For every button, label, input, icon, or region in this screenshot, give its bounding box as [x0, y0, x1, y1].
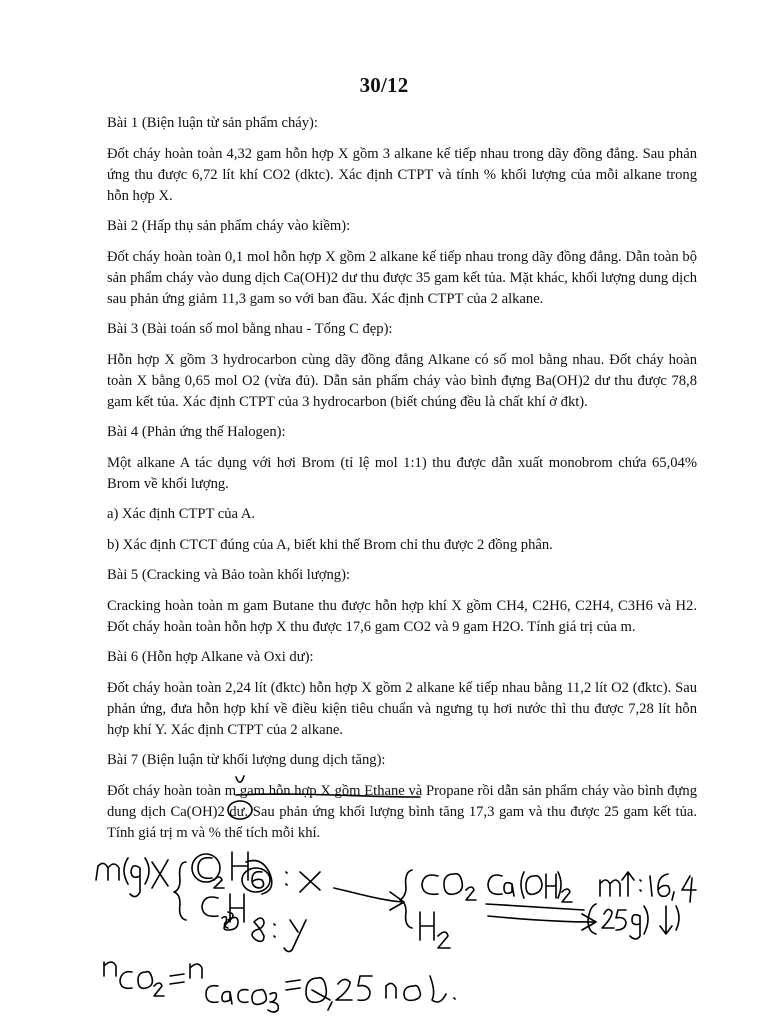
problem-1-text: Đốt cháy hoàn toàn 4,32 gam hỗn hợp X gồm 3 alkane kế tiếp nhau trong dãy đồng đẳng. Sau phản ứng thu được 6,72 lít khí CO2 (dktc). Xác định CTPT và tính % khối lượng của mỗi alkane trong hỗn hợp X.: [107, 145, 697, 204]
problem-4-part-a: a) Xác định CTPT của A.: [107, 506, 256, 522]
problem-4-text: Một alkane A tác dụng với hơi Brom (tỉ lệ mol 1:1) thu được dẫn xuất monobrom chứa 65,04% Brom về khối lượng.: [107, 454, 697, 492]
problem-4-heading: Bài 4 (Phản ứng thế Halogen):: [107, 424, 286, 440]
problem-6-text: Đốt cháy hoàn toàn 2,24 lít (đktc) hỗn hợp X gồm 2 alkane kế tiếp nhau bằng 11,2 lít O2 (đktc). Sau phản ứng, đưa hỗn hợp khí về điều kiện tiêu chuẩn và ngưng tụ hơi nước thì thu được 7,28 lít hỗn hợp khí Y. Xác định CTPT của 2 alkane.: [107, 679, 697, 738]
handwritten-line-1: [96, 852, 696, 952]
problem-3-text: Hỗn hợp X gồm 3 hydrocarbon cùng dãy đồng đẳng Alkane có số mol bằng nhau. Đốt cháy hoàn toàn X bằng 0,65 mol O2 (vừa đủ). Dẫn sản phẩm cháy vào bình đựng Ba(OH)2 dư thu được 78,8 gam kết tủa. Xác định CTPT của 3 hydrocarbon (biết chúng đều là chất khí ở đkt).: [107, 351, 697, 410]
page-title: 30/12: [359, 73, 409, 97]
problem-7-heading: Bài 7 (Biện luận từ khối lượng dung dịch tăng):: [107, 752, 386, 768]
problem-2-text: Đốt cháy hoàn toàn 0,1 mol hỗn hợp X gồm 2 alkane kế tiếp nhau trong dãy đồng đẳng. Dẫn toàn bộ sản phẩm cháy vào dung dịch Ca(OH)2 dư thu được 35 gam kết tủa. Mặt khác, khối lượng dung dịch sau phản ứng giảm 11,3 gam so với ban đầu. Xác định CTPT của 2 alkane.: [107, 248, 697, 307]
problem-4-part-b: b) Xác định CTCT đúng của A, biết khi thế Brom chỉ thu được 2 đồng phân.: [107, 536, 553, 553]
problem-3-heading: Bài 3 (Bài toán số mol bằng nhau - Tổng C đẹp):: [107, 321, 393, 337]
problem-2-heading: Bài 2 (Hấp thụ sản phẩm cháy vào kiềm):: [107, 218, 351, 234]
handwritten-line-2: [104, 962, 455, 1012]
problem-5-text: Cracking hoàn toàn m gam Butane thu được hỗn hợp khí X gồm CH4, C2H6, C2H4, C3H6 và H2. Đốt cháy hoàn toàn hỗn hợp X thu được 17,6 gam CO2 và 9 gam H2O. Tính giá trị của m.: [107, 597, 697, 635]
problem-5-heading: Bài 5 (Cracking và Bảo toàn khối lượng):: [107, 567, 350, 583]
problem-1-heading: Bài 1 (Biện luận từ sản phẩm cháy):: [107, 115, 318, 131]
problem-list: [107, 113, 697, 853]
problem-6-heading: Bài 6 (Hỗn hợp Alkane và Oxi dư):: [107, 649, 314, 665]
problem-7-text: Đốt cháy hoàn toàn m gam hỗn hợp X gồm Ethane và Propane rồi dẫn sản phẩm cháy vào bình đựng dung dịch Ca(OH)2 dư. Sau phản ứng khối lượng bình tăng 17,3 gam và thu được 25 gam kết tủa. Tính giá trị m và % thể tích mỗi khí.: [107, 782, 697, 841]
